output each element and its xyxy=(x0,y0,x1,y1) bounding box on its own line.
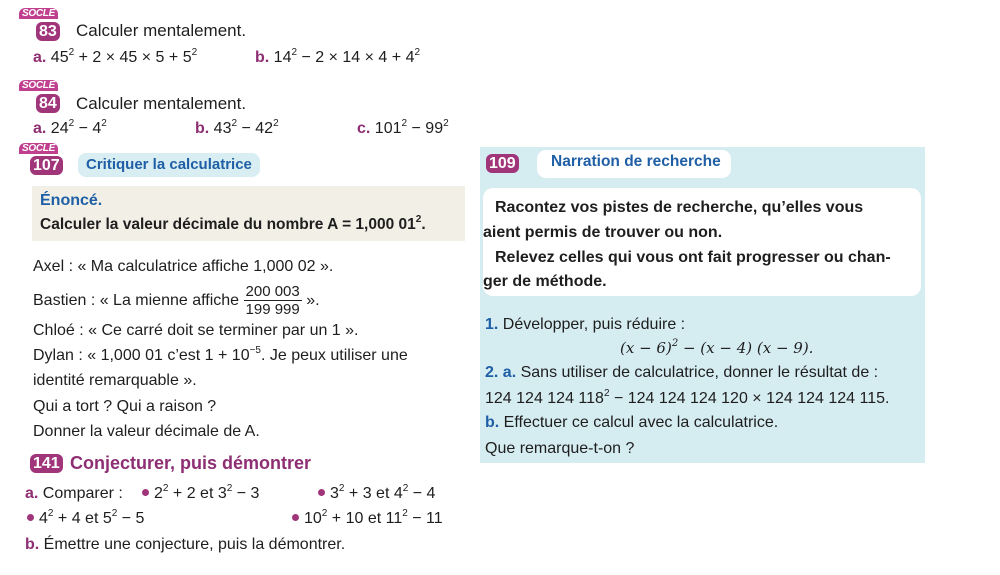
item-label: a. xyxy=(25,485,39,502)
item-label: a. xyxy=(33,120,47,137)
exercise-141-title: Conjecturer, puis démontrer xyxy=(70,453,312,473)
bullet-icon xyxy=(27,514,34,521)
compare-2: $3^2 + 3$ et $4^2 - 4$ xyxy=(316,485,435,503)
narration-line-2: aient permis de trouver ou non. xyxy=(483,224,723,241)
item-label: c. xyxy=(357,120,371,137)
exercise-number-109: 109 xyxy=(486,154,519,173)
exercise-107-tag: Critiquer la calculatrice xyxy=(78,153,260,177)
expr-84c: $101^2 - 99^2$ xyxy=(374,118,449,137)
item-label: a. xyxy=(33,49,47,66)
socle-badge-107: SOCLE xyxy=(19,143,58,154)
socle-badge-84: SOCLE xyxy=(19,80,58,91)
exercise-83-title: Calculer mentalement. xyxy=(76,21,247,40)
item-label: b. xyxy=(25,536,40,553)
exercise-number-83: 83 xyxy=(36,22,60,41)
question-text: Qui a tort ? Qui a raison ? xyxy=(33,398,217,415)
question-2b: b. Effectuer ce calcul avec la calculatrice. xyxy=(485,414,779,431)
exercise-number-107: 107 xyxy=(30,156,63,175)
item-text: Émettre une conjecture, puis la démontrer. xyxy=(43,536,346,553)
dylan-text: Dylan : « 1,000 01 c’est $1 + 10^{-5}$. Je peux utiliser une xyxy=(33,345,408,364)
exercise-84-title: Calculer mentalement. xyxy=(76,94,247,113)
enonce-text: Calculer la valeur décimale du nombre A = 1,000 $01^2$. xyxy=(40,214,426,233)
exercise-141-b xyxy=(25,536,345,554)
exercise-109-tag: Narration de recherche xyxy=(551,153,721,170)
expr-83b: $14^2 - 2 \times 14 \times 4 + 4^2$ xyxy=(273,47,421,66)
bullet-icon xyxy=(292,514,299,521)
exercise-84-a xyxy=(33,120,107,138)
exercise-83-b xyxy=(255,49,420,67)
exercise-number-84: 84 xyxy=(36,94,60,113)
question-3: Que remarque-t-on ? xyxy=(485,440,635,457)
expr-84b: $43^2 - 42^2$ xyxy=(213,118,279,137)
expr-83a: $45^2 + 2 \times 45 \times 5 + 5^2$ xyxy=(50,47,198,66)
question-1-expression: $(x - 6)^2 - (x - 4)$ (x − 9). xyxy=(620,338,814,357)
expr-84a: $24^2 - 4^2$ xyxy=(50,118,107,137)
enonce-label: Énoncé. xyxy=(40,192,103,209)
item-text: Comparer : xyxy=(42,485,123,502)
task-text: Donner la valeur décimale de A. xyxy=(33,423,260,440)
narration-line-1: Racontez vos pistes de recherche, qu’elles vous xyxy=(495,199,864,216)
compare-3: $4^2 + 4$ et $5^2 - 5$ xyxy=(25,510,144,528)
bastien-fraction: $\frac{200 003}{199 999}$ xyxy=(245,283,300,319)
question-2a: 2. a. Sans utiliser de calculatrice, donner le résultat de : xyxy=(485,364,879,381)
dylan-text-line2: identité remarquable ». xyxy=(33,372,197,389)
exercise-83-a xyxy=(33,49,197,67)
narration-line-3: Relevez celles qui vous ont fait progresser ou chan- xyxy=(495,249,891,266)
chloe-text: Chloé : « Ce carré doit se terminer par un 1 ». xyxy=(33,322,359,339)
bullet-icon xyxy=(142,489,149,496)
compare-1: $2^2 + 2$ et $3^2 - 3$ xyxy=(140,485,259,503)
narration-line-4: ger de méthode. xyxy=(483,273,607,290)
exercise-84-c xyxy=(357,120,449,138)
bullet-icon xyxy=(318,489,325,496)
question-2a-expression: 124 124 124 $118^2 - 124$ 124 124 120 × 124 124 124 115. xyxy=(485,388,890,407)
item-label: b. xyxy=(195,120,210,137)
compare-4: $10^2 + 10$ et $11^2 - 11$ xyxy=(290,510,443,528)
socle-badge-83: SOCLE xyxy=(19,8,58,19)
item-label: b. xyxy=(255,49,270,66)
axel-text: Axel : « Ma calculatrice affiche 1,000 02 ». xyxy=(33,258,334,275)
exercise-84-b xyxy=(195,120,279,138)
exercise-141-a xyxy=(25,485,123,503)
question-1: 1. Développer, puis réduire : xyxy=(485,316,686,333)
bastien-text: Bastien : « La mienne affiche $\frac{200 003}{199 999}$ ». xyxy=(33,283,320,319)
exercise-number-141: 141 xyxy=(30,454,63,473)
